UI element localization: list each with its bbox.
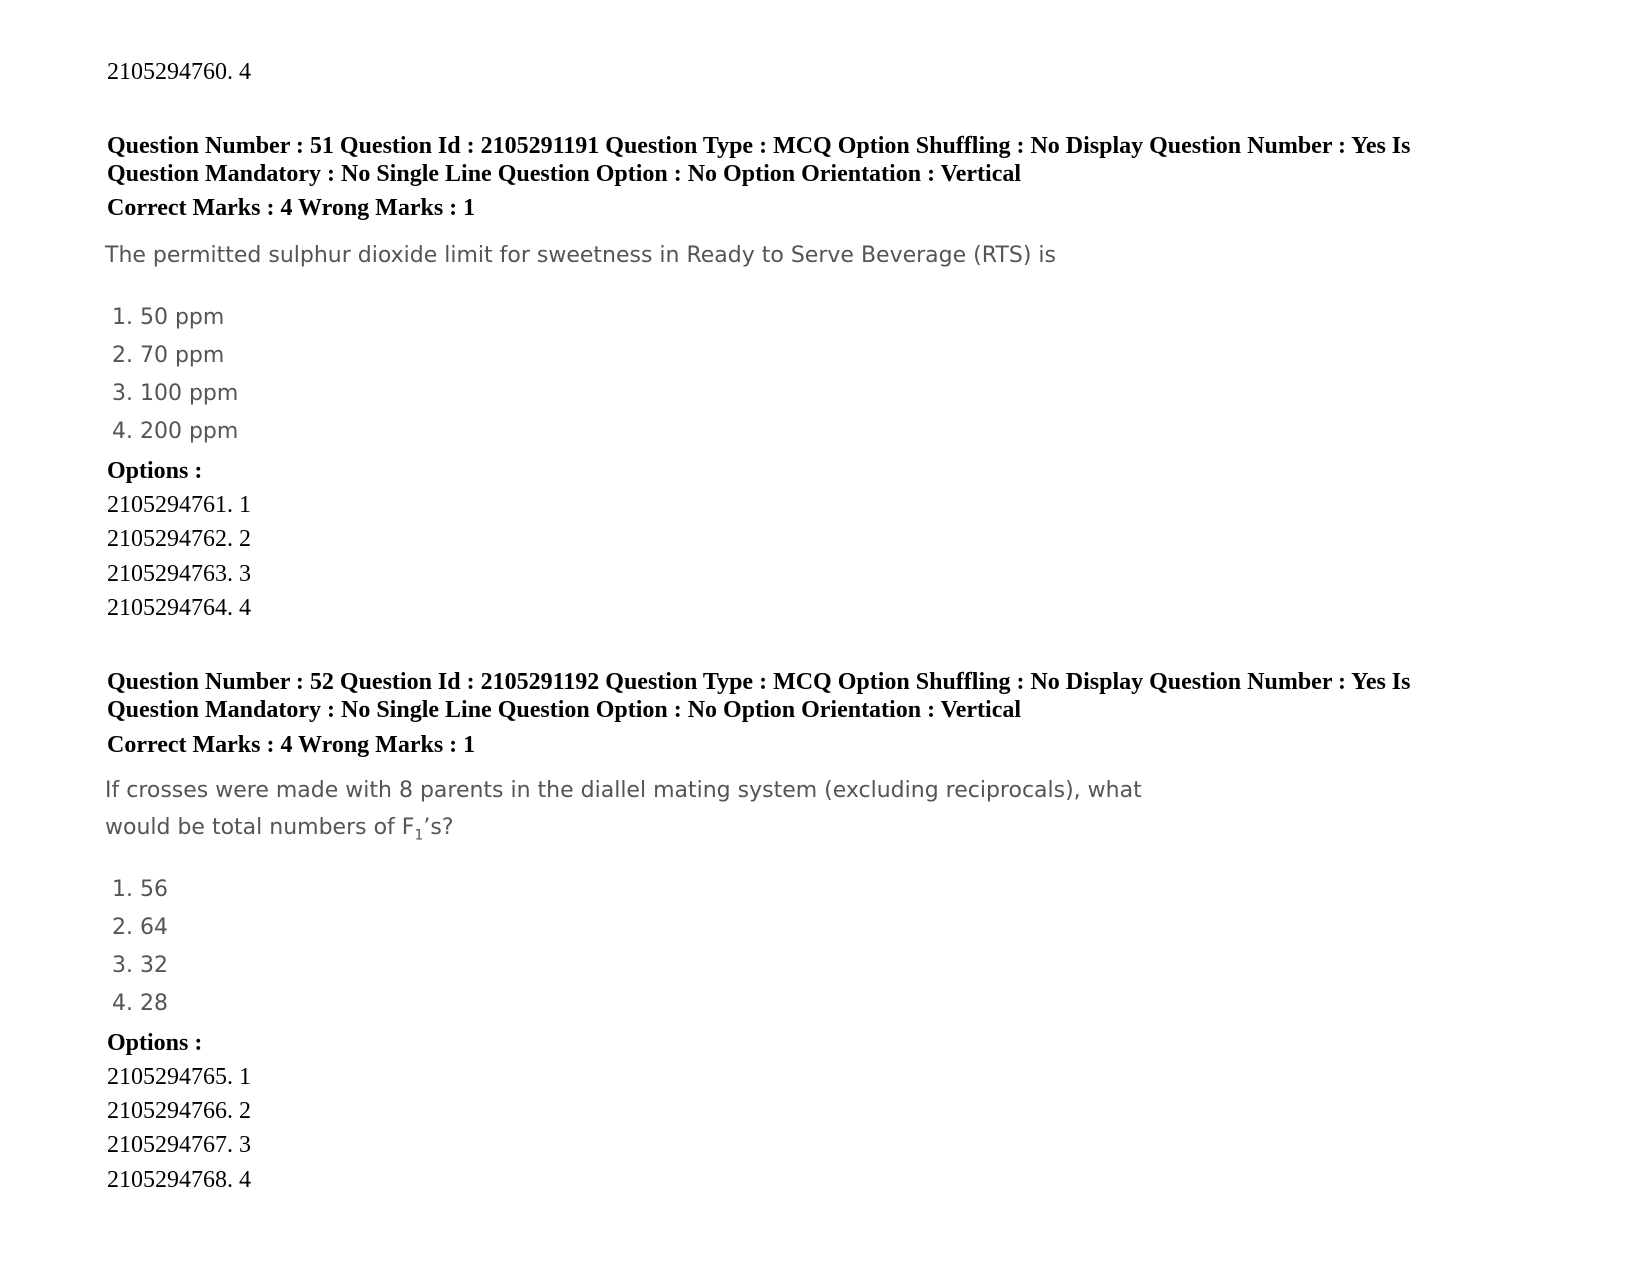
q52-option-1: 2105294765. 1 bbox=[107, 1064, 251, 1090]
q52-option-2: 2105294766. 2 bbox=[107, 1098, 251, 1124]
q52-text-before-sub: would be total numbers of F bbox=[105, 815, 415, 840]
q51-marks: Correct Marks : 4 Wrong Marks : 1 bbox=[107, 195, 476, 221]
q52-question-text-line2 bbox=[105, 815, 454, 844]
q52-header-line1: Question Number : 52 Question Id : 2105291192 Question Type : MCQ Option Shuffling : No Display Question Number : Yes Is bbox=[107, 669, 1411, 695]
q52-options-label: Options : bbox=[107, 1030, 203, 1056]
q51-choice-4: 4. 200 ppm bbox=[112, 419, 239, 444]
q52-choice-4: 4. 28 bbox=[112, 991, 168, 1016]
q52-option-3: 2105294767. 3 bbox=[107, 1132, 251, 1158]
q51-option-1: 2105294761. 1 bbox=[107, 492, 251, 518]
q51-choice-1: 1. 50 ppm bbox=[112, 305, 225, 330]
q51-header-line1: Question Number : 51 Question Id : 2105291191 Question Type : MCQ Option Shuffling : No Display Question Number : Yes Is bbox=[107, 133, 1411, 159]
q51-choice-3: 3. 100 ppm bbox=[112, 381, 239, 406]
q51-options-label: Options : bbox=[107, 458, 203, 484]
q51-option-4: 2105294764. 4 bbox=[107, 595, 251, 621]
prev-option-4: 2105294760. 4 bbox=[107, 59, 251, 85]
q52-choice-2: 2. 64 bbox=[112, 915, 168, 940]
q51-header-line2: Question Mandatory : No Single Line Question Option : No Option Orientation : Vertical bbox=[107, 161, 1022, 187]
q52-option-4: 2105294768. 4 bbox=[107, 1167, 251, 1193]
q52-marks: Correct Marks : 4 Wrong Marks : 1 bbox=[107, 732, 476, 758]
q51-option-3: 2105294763. 3 bbox=[107, 561, 251, 587]
q52-header-line2: Question Mandatory : No Single Line Question Option : No Option Orientation : Vertical bbox=[107, 697, 1022, 723]
q52-choice-1: 1. 56 bbox=[112, 877, 168, 902]
q52-choice-3: 3. 32 bbox=[112, 953, 168, 978]
q51-option-2: 2105294762. 2 bbox=[107, 526, 251, 552]
q52-text-subscript: 1 bbox=[414, 827, 424, 844]
q52-text-after-sub: ’s? bbox=[423, 815, 454, 840]
q51-choice-2: 2. 70 ppm bbox=[112, 343, 225, 368]
q52-question-text-line1: If crosses were made with 8 parents in the diallel mating system (excluding reciprocals), what bbox=[105, 778, 1142, 803]
q51-question-text: The permitted sulphur dioxide limit for sweetness in Ready to Serve Beverage (RTS) is bbox=[105, 243, 1056, 268]
